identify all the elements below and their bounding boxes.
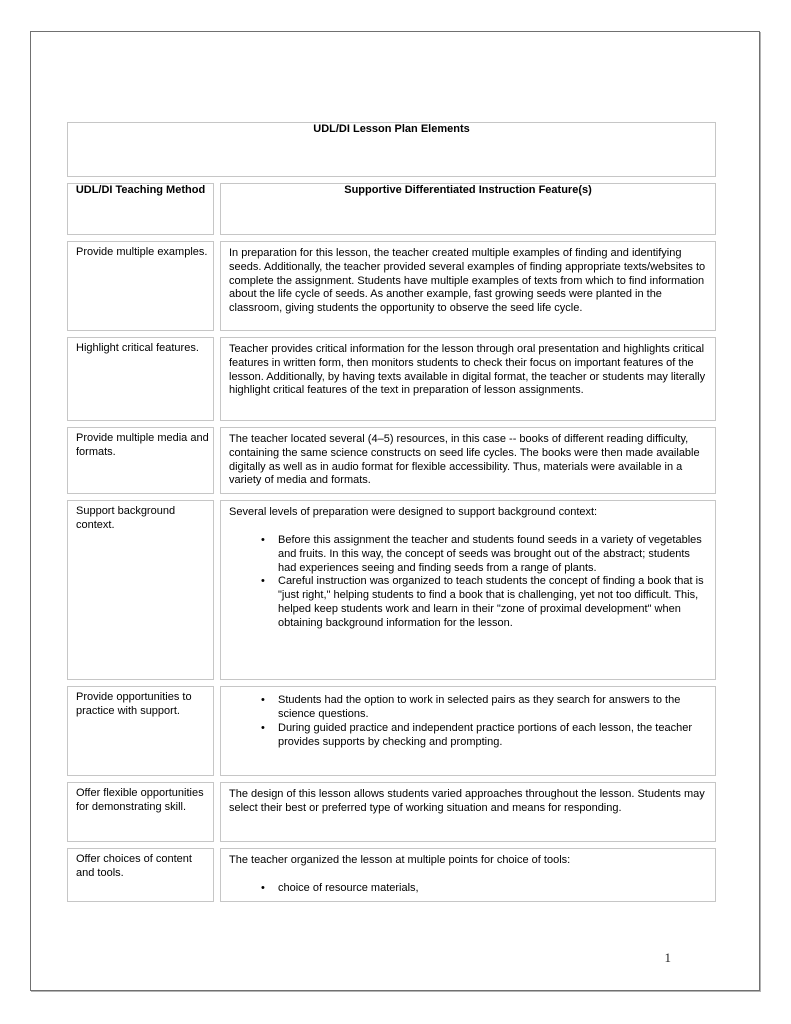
bullet-item: • Students had the option to work in selected pairs as they search for answers to the science questions. bbox=[259, 694, 706, 722]
title-row bbox=[67, 122, 716, 177]
feature-paragraph: Teacher provides critical information for the lesson through oral presentation and highlights critical features in written form, then monitors students to check their focus on important features of the lesson. Additionally, by having texts available in digital format, the teacher or students may literally highlight critical features of the text in preparation of lesson assignments. bbox=[229, 343, 706, 397]
table-row bbox=[67, 782, 716, 842]
bullet-item: • During guided practice and independent practice portions of each lesson, the teacher provides supports by checking and prompting. bbox=[259, 722, 706, 750]
bullet-list bbox=[259, 694, 706, 749]
method-cell: Offer flexible opportunities for demonstrating skill. bbox=[67, 782, 214, 842]
document-page bbox=[30, 31, 760, 991]
table-row bbox=[67, 686, 716, 776]
table-row bbox=[67, 337, 716, 421]
feature-paragraph: The design of this lesson allows students varied approaches throughout the lesson. Students may select their best or preferred type of working situation and means for responding. bbox=[229, 788, 705, 814]
feature-cell bbox=[220, 500, 716, 680]
lesson-plan-table bbox=[61, 116, 722, 908]
bullet-list bbox=[259, 534, 706, 631]
feature-cell bbox=[220, 686, 716, 776]
method-cell: Offer choices of content and tools. bbox=[67, 848, 214, 902]
method-cell: Provide multiple examples. bbox=[67, 241, 214, 331]
bullet-list bbox=[259, 882, 706, 896]
bullet-item: • choice of resource materials, bbox=[259, 882, 706, 896]
feature-paragraph: The teacher organized the lesson at multiple points for choice of tools: bbox=[229, 854, 571, 867]
table-row bbox=[67, 500, 716, 680]
table-row bbox=[67, 848, 716, 902]
table-row bbox=[67, 427, 716, 494]
feature-cell bbox=[220, 782, 716, 842]
table-row bbox=[67, 241, 716, 331]
feature-cell bbox=[220, 848, 716, 902]
bullet-item: • Careful instruction was organized to teach students the concept of finding a book that is "just right," helping students to find a book that is challenging, yet not too difficult. This, helped keep students work and learn in their "zone of proximal development" when obtaining background information for the lesson. bbox=[259, 575, 706, 630]
feature-cell bbox=[220, 427, 716, 494]
header-row bbox=[67, 183, 716, 235]
feature-paragraph: Several levels of preparation were designed to support background context: bbox=[229, 506, 598, 519]
bullet-item: • Before this assignment the teacher and students found seeds in a variety of vegetables and fruits. In this way, the concept of seeds was brought out of the abstract; students had experiences seeing and finding seeds from a range of plants. bbox=[259, 534, 706, 575]
method-cell: Highlight critical features. bbox=[67, 337, 214, 421]
method-cell: Support background context. bbox=[67, 500, 214, 680]
column-header-teaching-method: UDL/DI Teaching Method bbox=[67, 183, 214, 235]
method-cell: Provide multiple media and formats. bbox=[67, 427, 214, 494]
method-cell: Provide opportunities to practice with support. bbox=[67, 686, 214, 776]
feature-paragraph: The teacher located several (4–5) resources, in this case -- books of different reading difficulty, containing the same science constructs on seed life cycles. The books were then made available digitally as well as in audio format for flexible accessibility. Thus, materials were available in a variety of media and formats. bbox=[229, 433, 700, 487]
column-header-instruction-features: Supportive Differentiated Instruction Feature(s) bbox=[220, 183, 716, 235]
feature-cell bbox=[220, 241, 716, 331]
page-number: 1 bbox=[664, 950, 671, 965]
table-title: UDL/DI Lesson Plan Elements bbox=[67, 122, 716, 177]
feature-paragraph: In preparation for this lesson, the teacher created multiple examples of finding and identifying seeds. Additionally, the teacher provided several examples of finding appropriate texts/websites to complete the assignment. Students have multiple examples of texts from which to find information about the life cycle of seeds. As another example, fast growing seeds were planted in the classroom, giving students the opportunity to observe the seed life cycle. bbox=[229, 247, 706, 315]
feature-cell bbox=[220, 337, 716, 421]
